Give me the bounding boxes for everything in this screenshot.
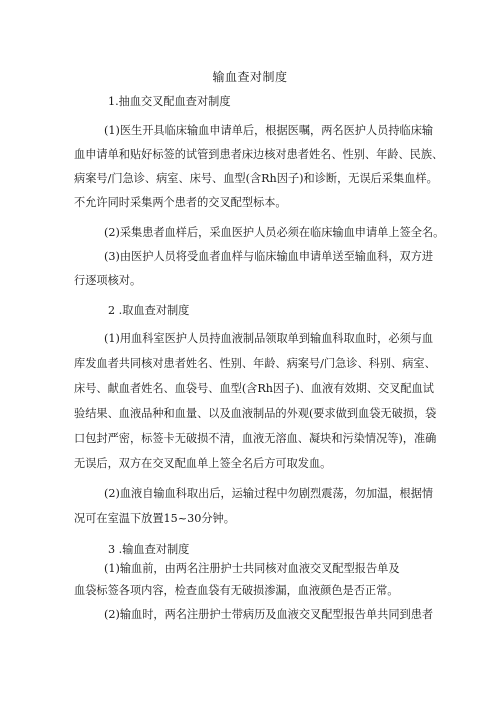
paragraph-line: 行逐项核对。 [74,274,142,287]
paragraph-line: 验结果、血液品种和血量、以及血液制品的外观(要求做到血袋无破损，袋 [74,407,437,420]
paragraph-line: 床号、献血者姓名、血袋号、血型(含Rh因子)、血液有效期、交叉配血试 [74,382,434,395]
paragraph-line: (1)输血前，由两名注册护士共同核对血液交叉配型报告单及 [104,562,400,575]
paragraph-line: (2)血液自输血科取出后，运输过程中勿剧烈震荡，勿加温，根据情 [104,487,434,500]
paragraph-line: 况可在室温下放置15~30分钟。 [74,512,235,525]
paragraph-line: (2)输血时，两名注册护士带病历及血液交叉配型报告单共同到患者 [104,608,434,621]
section-heading: 1.抽血交叉配血查对制度 [108,95,231,108]
paragraph-line: 血袋标签各项内容，检查血袋有无破损渗漏，血液颜色是否正常。 [74,584,399,597]
paragraph-line: 口包封严密，标签卡无破损不清，血液无溶血、凝块和污染情况等)，准确 [74,432,437,445]
section-heading: 3 .输血查对制度 [108,543,190,556]
paragraph-line: (3)由医护人员将受血者血样与临床输血申请单送至输血科，双方进 [104,250,434,263]
paragraph-line: (1)用血科室医护人员持血液制品领取单到输血科取血时，必须与血 [104,332,434,345]
paragraph-line: (1)医生开具临床输血申请单后，根据医嘱，两名医护人员持临床输 [104,124,434,137]
paragraph-line: (2)采集患者血样后，采血医护人员必须在临床输血申请单上签全名。 [104,226,445,239]
paragraph-line: 无误后，双方在交叉配血单上签全名后方可取发血。 [74,457,332,470]
paragraph-line: 不允许同时采集两个患者的交叉配型标本。 [74,196,287,209]
paragraph-line: 库发血者共同核对患者姓名、性别、年龄、病案号/门急诊、科别、病室、 [74,357,436,370]
paragraph-line: 血申请单和贴好标签的试管到患者床边核对患者姓名、性别、年龄、民族、 [74,148,444,161]
paragraph-line: 病案号/门急诊、病室、床号、血型(含Rh因子)和诊断，无误后采集血样。 [74,172,438,185]
page-title: 输血查对制度 [212,70,288,84]
section-heading: 2 .取血查对制度 [108,304,190,317]
